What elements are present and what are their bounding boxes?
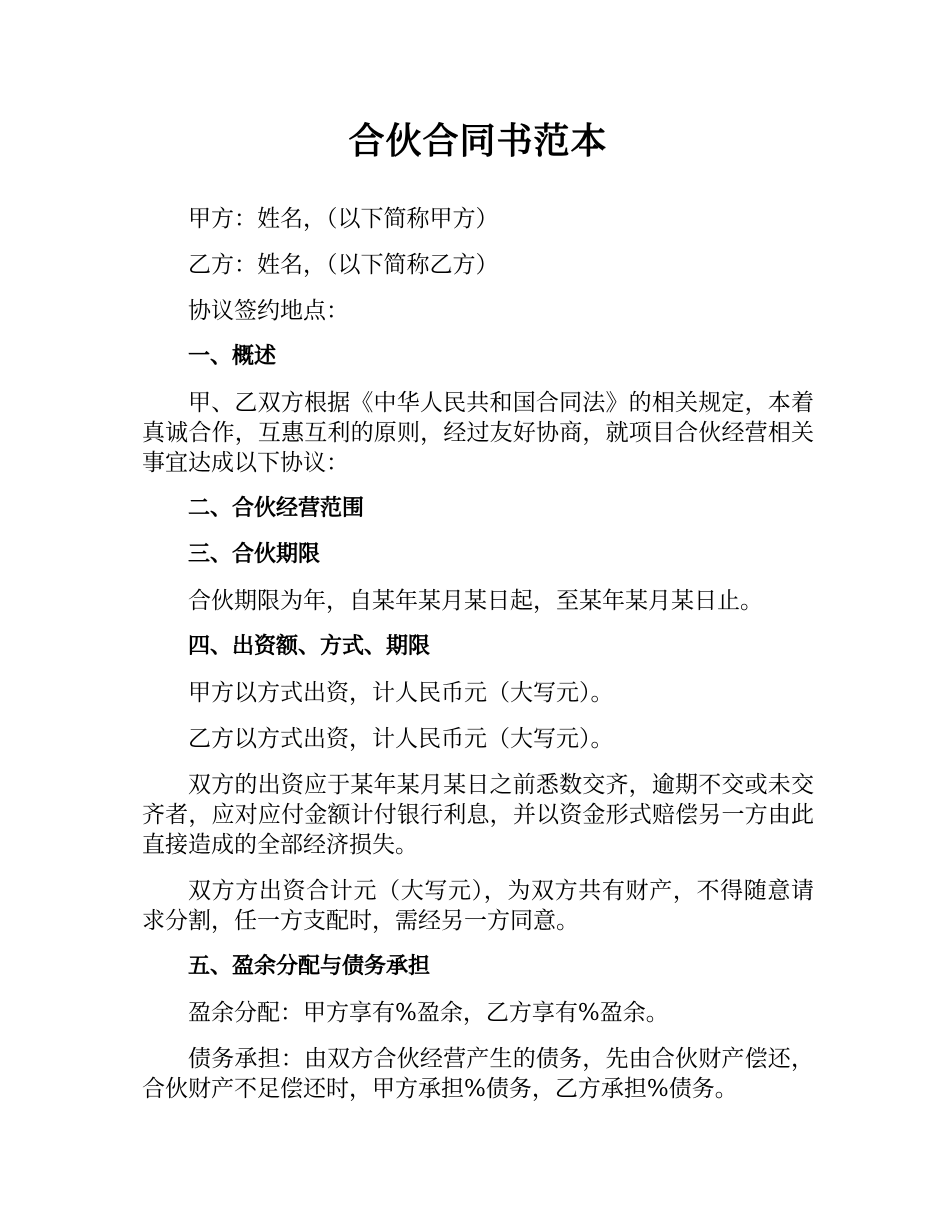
section-heading-scope: 二、合伙经营范围 [188, 496, 365, 521]
section-heading-term: 三、合伙期限 [188, 542, 321, 567]
party-b-line: 乙方：姓名，（以下简称乙方） [188, 252, 499, 278]
capital-paragraph-total: 双方方出资合计元（大写元），为双方共有财产，不得随意请求分割，任一方支配时，需经另一方同意。 [142, 878, 814, 934]
profit-paragraph-debt: 债务承担：由双方合伙经营产生的债务，先由合伙财产偿还，合伙财产不足偿还时，甲方承担%债务，乙方承担%债务。 [142, 1046, 814, 1102]
section-heading-profit: 五、盈余分配与债务承担 [188, 954, 431, 979]
party-a-line: 甲方：姓名，（以下简称甲方） [188, 206, 499, 232]
capital-paragraph-party-b: 乙方以方式出资，计人民币元（大写元）。 [188, 726, 614, 752]
capital-paragraph-party-a: 甲方以方式出资，计人民币元（大写元）。 [188, 680, 614, 706]
capital-paragraph-deadline: 双方的出资应于某年某月某日之前悉数交齐，逾期不交或未交齐者，应对应付金额计付银行利息，并以资金形式赔偿另一方由此直接造成的全部经济损失。 [142, 772, 814, 858]
profit-paragraph-distribution: 盈余分配：甲方享有%盈余，乙方享有%盈余。 [188, 1000, 669, 1026]
document-page [142, 118, 814, 1120]
term-paragraph: 合伙期限为年，自某年某月某日起，至某年某月某日止。 [188, 588, 763, 614]
signing-place-line: 协议签约地点： [188, 298, 349, 324]
document-title: 合伙合同书范本 [348, 121, 608, 162]
overview-paragraph: 甲、乙双方根据《中华人民共和国合同法》的相关规定，本着真诚合作，互惠互利的原则，经过友好协商，就项目合伙经营相关事宜达成以下协议： [142, 390, 814, 476]
section-heading-overview: 一、概述 [188, 344, 277, 369]
section-heading-capital: 四、出资额、方式、期限 [188, 634, 431, 659]
